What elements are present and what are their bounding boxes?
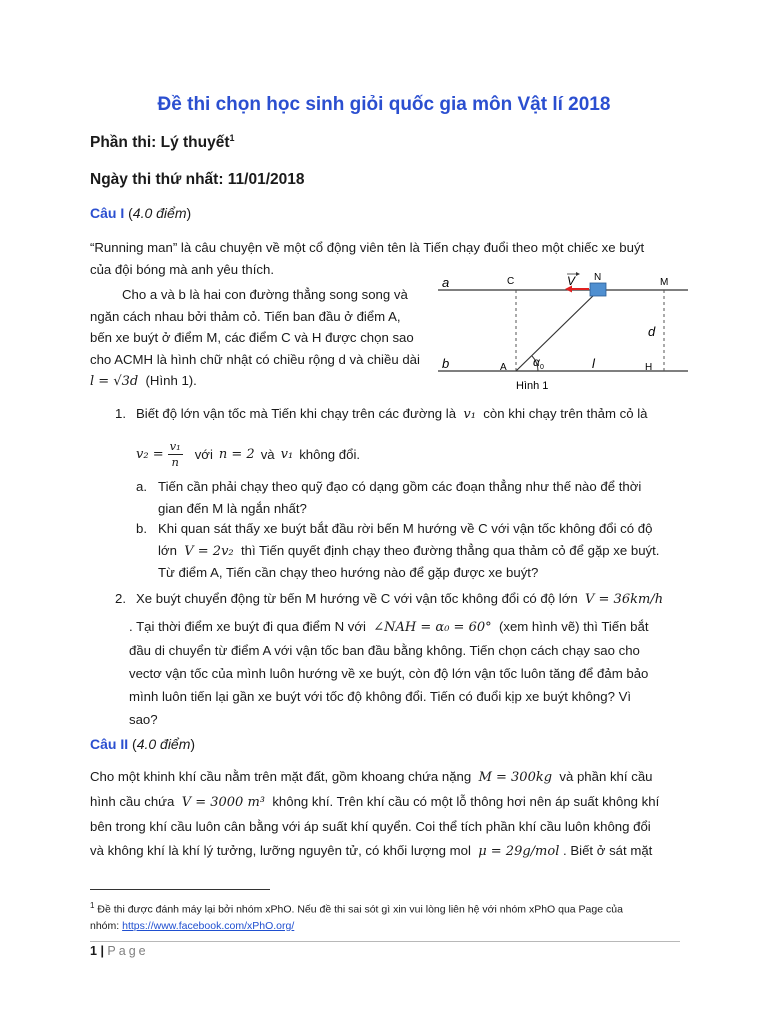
section-heading	[90, 133, 235, 152]
document-title: Đề thi chọn học sinh giỏi quốc gia môn Vật lí 2018	[157, 94, 611, 115]
text-line: gian đến M là ngắn nhất?	[158, 500, 307, 516]
text: (xem hình vẽ) thì Tiến bắt	[498, 619, 649, 634]
label-l: l	[592, 356, 595, 371]
text: . Tại thời điểm xe buýt đi qua điểm N với	[129, 619, 366, 634]
question-2-points: 4.0 điểm	[136, 736, 191, 752]
question-1-1b	[158, 518, 698, 584]
formula-lhs: v₂ =	[136, 446, 164, 462]
fraction-denominator: n	[171, 454, 179, 469]
text-line	[158, 540, 698, 563]
question-1-1-formula	[136, 436, 360, 472]
math-v1: v₁	[280, 446, 294, 462]
setup-line: bến xe buýt ở điểm M, các điểm C và H được chọn sao	[90, 330, 414, 345]
text: thì Tiến quyết định chạy theo đường thẳng qua thảm cỏ để gặp xe buýt.	[240, 542, 660, 558]
footnote-text: nhóm:	[90, 919, 120, 932]
footnote-separator	[90, 889, 270, 890]
text-line	[129, 615, 701, 639]
exam-date: Ngày thi thứ nhất: 11/01/2018	[90, 171, 305, 188]
setup-line: ngăn cách nhau bởi thảm cỏ. Tiến ban đầu ở điểm A,	[90, 308, 401, 324]
figure-caption: Hình 1	[516, 380, 549, 392]
vector-mark-head-icon	[576, 272, 580, 276]
text: không đổi.	[299, 446, 361, 462]
setup-line: Cho a và b là hai con đường thẳng song song và	[122, 287, 408, 302]
fraction-numerator: v₁	[169, 438, 181, 453]
item-letter: b.	[136, 521, 147, 536]
footnote-ref: 1	[229, 133, 235, 143]
math-V-36: V = 36km/h	[585, 592, 664, 607]
footnote-marker: 1	[90, 901, 95, 910]
label-N: N	[594, 272, 602, 283]
math-V-eq: V = 2v₂	[184, 543, 234, 559]
bus-icon	[590, 283, 606, 296]
text-line	[90, 839, 702, 864]
item-letter: a.	[136, 479, 147, 494]
text: còn khi chạy trên thảm cỏ là	[483, 406, 648, 421]
text: lớn	[158, 542, 177, 558]
text: và không khí là khí lý tưởng, lưỡng nguyên tử, có khối lượng mol	[90, 843, 471, 858]
text: Biết độ lớn vận tốc mà Tiến khi chạy trên các đường là	[136, 406, 457, 421]
text-line: sao?	[129, 712, 158, 727]
label-d: d	[648, 324, 656, 339]
label-a: a	[442, 275, 450, 290]
label-alpha-sub: 0	[540, 364, 544, 371]
question-1-label: Câu I	[90, 205, 125, 221]
question-1-open: (	[124, 205, 133, 221]
text: hình cầu chứa	[90, 794, 175, 809]
question-2-open: (	[128, 736, 137, 752]
text: và	[260, 446, 275, 462]
text-line: Khi quan sát thấy xe buýt bắt đầu rời bến M hướng về C với vận tốc không đổi có độ	[158, 521, 653, 536]
text-line	[90, 790, 702, 815]
text-line: Từ điểm A, Tiến cần chạy theo hướng nào để gặp được xe buýt?	[158, 565, 539, 580]
text-line: bên trong khí cầu luôn cân bằng với áp suất khí quyển. Coi thể tích phần khí cầu luôn không đổi	[90, 819, 651, 834]
line-AN	[516, 290, 599, 371]
text: với	[194, 446, 213, 462]
text: Xe buýt chuyển động từ bến M hướng về C với vận tốc không đổi có độ lớn	[136, 591, 578, 606]
intro-line: “Running man” là câu chuyện về một cổ động viên tên là Tiến chạy đuổi theo một chiếc xe buýt	[90, 240, 645, 255]
facebook-link[interactable]: https://www.facebook.com/xPhO.org/	[122, 919, 295, 932]
item-number: 2.	[115, 591, 126, 606]
text-line: mình luôn tiến lại gần xe buýt với tốc độ không đổi. Tiến có đuổi kịp xe buýt không? Vì	[129, 689, 632, 704]
text-line: vectơ vận tốc của mình luôn hướng về xe buýt, còn độ lớn vận tốc luôn tăng để đảm bảo	[129, 666, 649, 681]
math-angle: ∠NAH = α₀ = 60°	[373, 620, 492, 635]
label-A: A	[500, 362, 507, 373]
intro-line: của đội bóng mà anh yêu thích.	[90, 261, 275, 277]
question-1-2-body	[129, 615, 701, 731]
setup-line: cho ACMH là hình chữ nhật có chiều rộng d và chiều dài	[90, 351, 420, 367]
page-footer	[90, 944, 149, 958]
question-1-close: )	[186, 205, 192, 221]
footer-rule	[90, 941, 680, 942]
question-1-2	[136, 588, 696, 611]
text-line: Tiến cần phải chạy theo quỹ đạo có dạng gồm các đoạn thẳng như thế nào để thời	[158, 479, 642, 494]
question-2-close: )	[190, 736, 196, 752]
text: không khí. Trên khí cầu có một lỗ thông hơi nên áp suất không khí	[272, 794, 660, 809]
text-line: đầu di chuyển từ điểm A với vận tốc ban đầu bằng không. Tiến chọn cách chạy sao cho	[129, 643, 640, 658]
text: Cho một khinh khí cầu nằm trên mặt đất, gồm khoang chứa nặng	[90, 769, 472, 784]
math-V-volume: V = 3000 m³	[181, 795, 265, 810]
item-number: 1.	[115, 406, 126, 421]
figure-1	[432, 268, 692, 398]
fraction	[168, 439, 183, 470]
question-1-1a	[158, 476, 698, 519]
footnote	[90, 898, 690, 934]
question-1-points: 4.0 điểm	[132, 205, 187, 221]
text-line	[90, 765, 702, 790]
text: và phần khí cầu	[559, 769, 653, 784]
math-mu: μ = 29g/mol	[478, 844, 560, 859]
label-H: H	[645, 362, 653, 373]
footer-separator: |	[100, 944, 104, 958]
page-number: 1	[90, 944, 97, 958]
math-n: n = 2	[218, 446, 255, 462]
text-line	[136, 588, 696, 611]
label-alpha: α	[533, 355, 540, 369]
page-word: Page	[107, 944, 149, 958]
question-2-body	[90, 765, 702, 864]
footnote-text: Đề thi được đánh máy lại bởi nhóm xPhO. Nếu đề thi sai sót gì xin vui lòng liên hệ với nhóm xPhO qua Page của	[97, 903, 623, 916]
math-v1: v₁	[463, 407, 476, 422]
question-1-1-line	[136, 403, 696, 426]
footnote-line	[90, 898, 690, 918]
question-2-heading	[90, 736, 195, 752]
label-M: M	[660, 277, 669, 288]
question-1-heading	[90, 205, 191, 221]
question-1-setup	[90, 284, 430, 393]
section-heading-text: Phần thi: Lý thuyết	[90, 134, 230, 152]
label-V: V	[567, 274, 576, 288]
length-formula: l = √3d	[90, 374, 139, 389]
label-C: C	[507, 276, 515, 287]
figure-ref: (Hình 1).	[145, 373, 197, 388]
math-M: M = 300kg	[478, 770, 553, 785]
label-b: b	[442, 356, 450, 371]
text: . Biết ở sát mặt	[563, 843, 653, 858]
question-2-label: Câu II	[90, 736, 129, 752]
footnote-line	[90, 918, 690, 934]
setup-line	[90, 370, 430, 393]
